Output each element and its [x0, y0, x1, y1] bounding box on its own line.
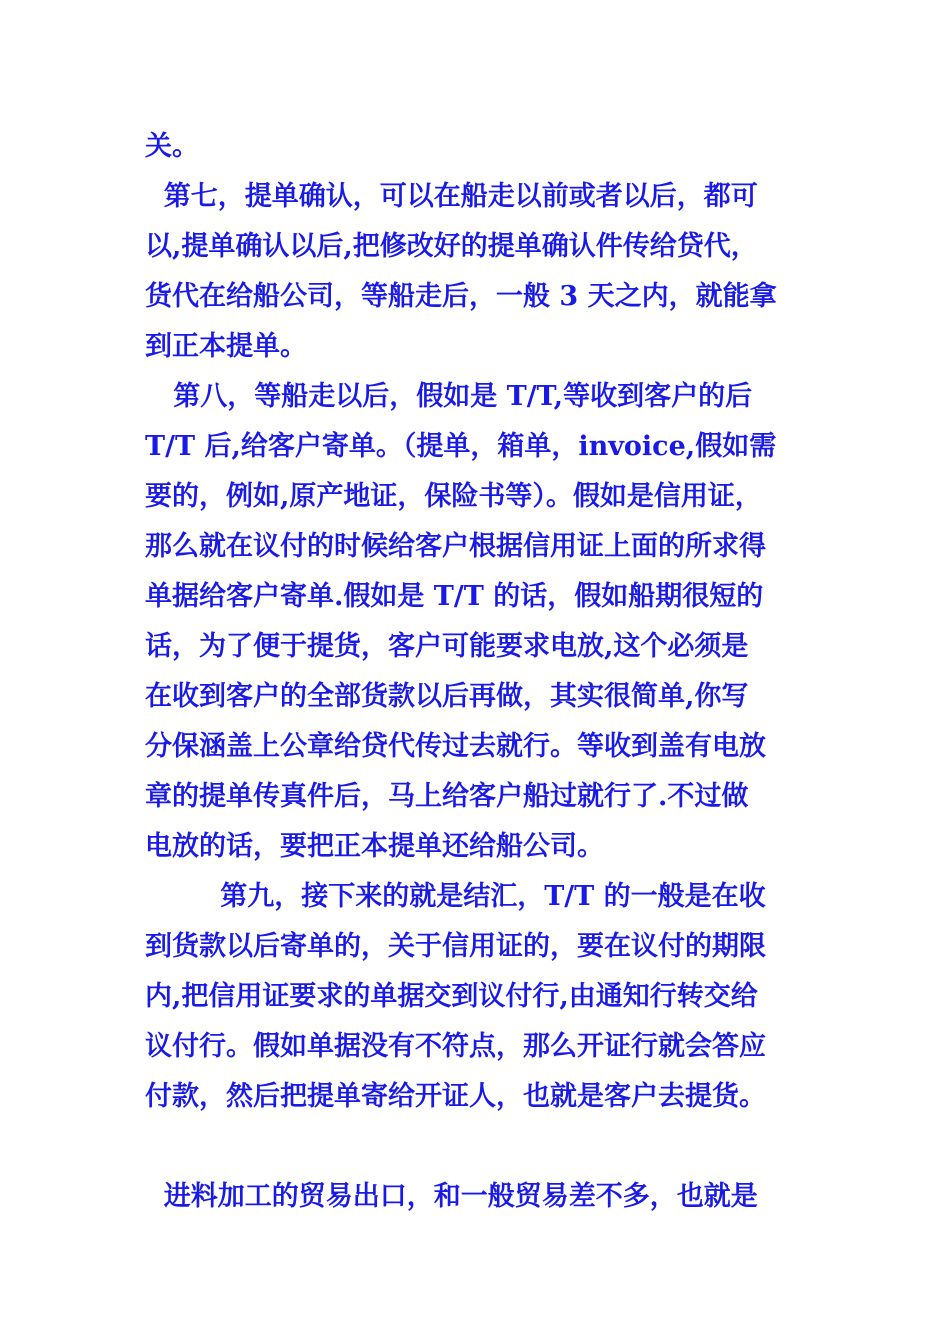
text-line: 到正本提单。	[145, 331, 307, 362]
text-line: T/T 后,给客户寄单。（提单，箱单，invoice,假如需	[145, 431, 777, 462]
text-line: 付款，然后把提单寄给开证人，也就是客户去提货。	[145, 1081, 766, 1112]
text-line: 电放的话，要把正本提单还给船公司。	[145, 831, 604, 862]
text-line: 第九，接下来的就是结汇，T/T 的一般是在收	[145, 881, 766, 912]
text-line: 要的，例如,原产地证，保险书等）。假如是信用证，	[145, 481, 762, 512]
text-line: 关。	[145, 131, 199, 162]
text-line: 单据给客户寄单.假如是 T/T 的话，假如船期很短的	[145, 581, 764, 612]
text-line: 进料加工的贸易出口，和一般贸易差不多，也就是	[145, 1181, 758, 1212]
text-line: 以,提单确认以后,把修改好的提单确认件传给贷代，	[145, 231, 758, 262]
text-line: 货代在给船公司，等船走后，一般 3 天之内，就能拿	[145, 281, 777, 312]
text-line: 第七，提单确认，可以在船走以前或者以后，都可	[145, 181, 758, 212]
text-line: 话，为了便于提货，客户可能要求电放,这个必须是	[145, 631, 749, 662]
text-line: 在收到客户的全部货款以后再做，其实很简单,你写	[145, 681, 749, 712]
text-line: 第八，等船走以后，假如是 T/T,等收到客户的后	[145, 381, 753, 412]
text-line: 议付行。假如单据没有不符点，那么开证行就会答应	[145, 1031, 766, 1062]
text-line: 章的提单传真件后，马上给客户船过就行了.不过做	[145, 781, 749, 812]
text-line: 分保涵盖上公章给贷代传过去就行。等收到盖有电放	[145, 731, 766, 762]
text-line: 那么就在议付的时候给客户根据信用证上面的所求得	[145, 531, 766, 562]
text-line: 到货款以后寄单的，关于信用证的，要在议付的期限	[145, 931, 766, 962]
text-line: 内,把信用证要求的单据交到议付行,由通知行转交给	[145, 981, 758, 1012]
